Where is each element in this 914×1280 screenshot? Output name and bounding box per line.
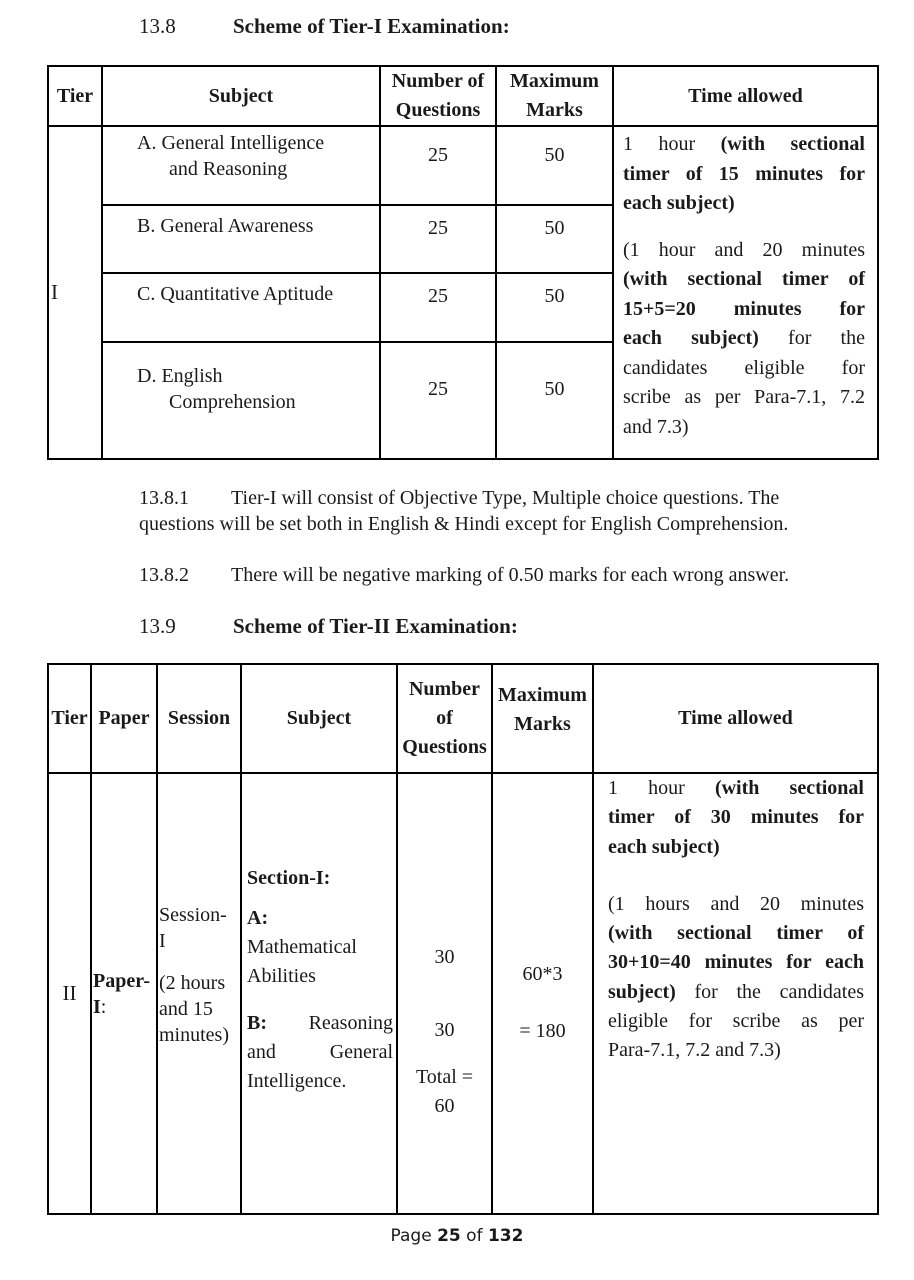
subject-cell: B. General Awareness: [102, 205, 380, 273]
table-row: [48, 126, 878, 205]
tier-cell: I: [48, 126, 102, 459]
marks-cell: 60*3 = 180: [492, 773, 593, 1214]
questions-cell: 25: [380, 342, 496, 459]
section-title: Scheme of Tier-II Examination:: [233, 614, 518, 638]
subject-cell: Section-I: A: Mathematical Abilities B: Reasoning and General Intelligence.: [241, 773, 397, 1214]
section-heading-tier2: [139, 614, 839, 642]
marks-cell: 50: [496, 205, 613, 273]
section-title: Scheme of Tier-I Examination:: [233, 14, 510, 38]
header-marks: Maximum Marks: [496, 66, 613, 126]
section-number: 13.8: [139, 14, 176, 38]
time-allowed-cell: 1 hour (with sectional timer of 15 minutes for each subject) (1 hour and 20 minutes (with sectional timer of 15+5=20 minutes for each subject) for the candidates eligible for scribe as per Para-7.1, 7.2 and 7.3): [613, 126, 878, 459]
time-allowed-cell: 1 hour (with sectional timer of 30 minutes for each subject) (1 hours and 20 minutes (with sectional timer of 30+10=40 minutes for each subject) for the candidates eligible for scribe as per Para-7.1, 7.2 and 7.3): [593, 773, 878, 1214]
header-questions: Number of Questions: [397, 664, 492, 773]
marks-cell: 50: [496, 126, 613, 205]
questions-cell: 25: [380, 126, 496, 205]
page-total: 132: [487, 1226, 524, 1246]
tier2-table: [47, 663, 879, 1215]
header-tier: Tier: [48, 66, 102, 126]
table-row: [48, 773, 878, 1214]
page-number: 25: [437, 1226, 461, 1246]
session-cell: Session- I (2 hours and 15 minutes): [157, 773, 241, 1214]
header-time: Time allowed: [593, 664, 878, 773]
questions-cell: 25: [380, 273, 496, 342]
header-subject: Subject: [102, 66, 380, 126]
marks-cell: 50: [496, 342, 613, 459]
marks-cell: 50: [496, 273, 613, 342]
paper-cell: Paper- I:: [91, 773, 157, 1214]
subject-cell: C. Quantitative Aptitude: [102, 273, 380, 342]
page-footer: Page 25 of 132: [390, 1226, 524, 1246]
header-tier: Tier: [48, 664, 91, 773]
header-paper: Paper: [91, 664, 157, 773]
subject-cell: A. General Intelligence and Reasoning: [102, 126, 380, 205]
paragraph-number: 13.8.2: [139, 564, 189, 586]
header-session: Session: [157, 664, 241, 773]
tier-cell: II: [48, 773, 91, 1214]
section-number: 13.9: [139, 614, 176, 638]
header-questions: Number of Questions: [380, 66, 496, 126]
paragraph-number: 13.8.1: [139, 487, 189, 509]
tier1-table: [47, 65, 879, 460]
questions-cell: 30 30 Total = 60: [397, 773, 492, 1214]
subject-cell: D. English Comprehension: [102, 342, 380, 459]
questions-cell: 25: [380, 205, 496, 273]
header-time: Time allowed: [613, 66, 878, 126]
header-marks: Maximum Marks: [492, 664, 593, 773]
paragraph-13-8-2: 13.8.2 There will be negative marking of 0.50 marks for each wrong answer.: [139, 564, 790, 586]
paragraph-13-8-1: 13.8.1 Tier-I will consist of Objective Type, Multiple choice questions. The questions will be set both in English & Hindi except for English Comprehension.: [139, 487, 789, 535]
section-heading-tier1: [139, 14, 839, 42]
header-subject: Subject: [241, 664, 397, 773]
